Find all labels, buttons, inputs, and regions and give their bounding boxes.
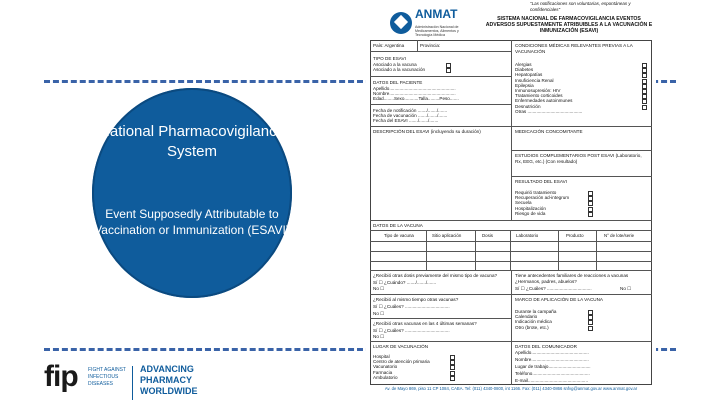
paciente-line[interactable]: Nombre....................................................: [373, 91, 456, 97]
fip-letters: fip: [44, 360, 78, 393]
esavi-form: [366, 0, 656, 405]
condicion-item: Insuficiencia Renal: [515, 78, 649, 83]
marco-item: Otro (brote, etc.): [515, 325, 595, 330]
fip-slogan-line1: ADVANCING: [140, 364, 194, 374]
form-top-note: "Las notificaciones son voluntarias, espontáneas y confidenciales": [530, 1, 631, 12]
lugar-title: LUGAR DE VACUNACIÓN: [373, 344, 429, 349]
fip-slogan-line2: PHARMACY: [140, 375, 193, 385]
datos-paciente-title: DATOS DEL PACIENTE: [373, 80, 423, 85]
comunicador-line[interactable]: Apellido.............................................: [515, 350, 589, 355]
q3-label: ¿Recibió al mismo tiempo otras vacunas?: [373, 297, 459, 302]
vacuna-header-cell: N° de lote/serie: [604, 233, 635, 238]
fecha-line[interactable]: Fecha de vacunación ......./......./.......: [373, 113, 448, 119]
q4-no[interactable]: No ☐: [373, 334, 385, 339]
marco-list: [515, 309, 595, 330]
paciente-lines: [373, 86, 459, 102]
tipo-title: TIPO DE ESAVI: [373, 56, 406, 61]
pais-row-line: [370, 51, 511, 52]
condicion-item: Otras ...........................................: [515, 108, 583, 114]
vacuna-header-cell: Laboratorio: [516, 233, 539, 238]
estudios-title: ESTUDIOS COMPLEMENTARIOS POST ESAVI (Laboratorio, Rx, EEG, etc.) (Con resultado): [515, 153, 642, 164]
vacuna-bottom-line: [370, 270, 652, 271]
q3-row-line: [370, 318, 511, 319]
form-center-divider-bottom: [511, 270, 512, 385]
anmat-logo-subtitle: Administración Nacional de Medicamentos, Alimentos y Tecnología Médica: [415, 25, 459, 37]
q3-si[interactable]: Sí ☐ ¿Cuáles? ...................................: [373, 304, 450, 309]
resultado-title: RESULTADO DEL ESAVI: [515, 179, 567, 184]
paciente-line[interactable]: Apellido....................................................: [373, 86, 456, 91]
circle-subtitle: Event Supposedly Attributable to Vaccination or Immunization (ESAVI): [94, 207, 290, 237]
marco-title: MARCO DE APLICACIÓN DE LA VACUNA: [515, 297, 603, 302]
lugar-item: Hospital: [373, 354, 457, 359]
condiciones-list: [515, 62, 649, 114]
paciente-row-line: [370, 104, 511, 105]
fip-separator: [132, 366, 133, 400]
form-footer: Av. de Mayo 869, piso 11 CP 1084, CABA. Tel: (011) 4340-0800, int 1166. Fax: (011) 4340-0866 snfvg@anmat.gov.ar www.anmat.gov.ar: [384, 386, 638, 391]
vacuna-header-cell: Tipo de vacuna: [384, 233, 414, 238]
lugar-list: [373, 354, 457, 380]
anmat-logo-name: ANMAT: [415, 7, 458, 21]
medicacion-title: MEDICACIÓN CONCOMITANTE: [515, 129, 583, 134]
lugar-item: Ambulatorio: [373, 375, 457, 380]
q3-no[interactable]: No ☐: [373, 311, 385, 316]
resultado-item: Secuela: [515, 200, 595, 205]
vacuna-header-cell: Producto: [566, 233, 584, 238]
vacuna-header-cell: Dosis: [482, 233, 493, 238]
condicion-item: Hepatopatías: [515, 72, 649, 77]
resultado-item: Hospitalización: [515, 206, 595, 211]
resultado-item: Requirió tratamiento: [515, 190, 595, 195]
descripcion-row-line: [370, 126, 652, 127]
q1-row-line: [370, 294, 652, 295]
condicion-item: Alergias: [515, 62, 649, 67]
condicion-item: Desnutrición: [515, 104, 649, 109]
fechas-list: [373, 108, 447, 124]
q4-row-line: [370, 341, 652, 342]
fip-slogan-line3: WORLDWIDE: [140, 386, 198, 396]
vacuna-top-line: [370, 220, 652, 221]
resultado-item: Riesgo de vida: [515, 211, 595, 216]
condiciones-title: CONDICIONES MÉDICAS RELEVANTES PREVIAS A LA VACUNACIÓN: [515, 43, 633, 54]
condicion-item: Inmunosupresión: HIV: [515, 88, 649, 93]
fip-slogan: [140, 364, 198, 397]
estudios-row-line: [511, 176, 652, 177]
resultado-item: Recuperación ad-integrum: [515, 195, 595, 200]
lugar-item: Vacunatorio: [373, 364, 457, 369]
q4-si[interactable]: Sí ☐ ¿Cuáles? ...................................: [373, 328, 450, 333]
comunicador-line[interactable]: Lugar de trabajo.................................: [515, 364, 591, 369]
tipo-item: Asociado a la vacunación: [373, 67, 453, 72]
marco-item: Durante la campaña: [515, 309, 595, 314]
comunicador-line[interactable]: Teléfono.............................................: [515, 371, 590, 376]
provincia-label: Provincia:: [420, 43, 441, 48]
pais-divider: [417, 40, 418, 51]
condicion-item: Enfermedades autoinmunes: [515, 98, 649, 103]
fip-logo: [44, 360, 214, 404]
q1-label: ¿Recibió otras dosis previamente del mismo tipo de vacuna?: [373, 273, 498, 278]
condicion-item: Epilepsia: [515, 83, 649, 88]
tipo-list: [373, 62, 453, 72]
fecha-line[interactable]: Fecha del ESAVI ......./......./.......: [373, 118, 439, 124]
anmat-logo-icon: [390, 12, 412, 34]
vacuna-header-cell: Sitio aplicación: [432, 233, 462, 238]
info-circle: [92, 88, 292, 298]
lugar-item: Centro de atención primaria: [373, 359, 457, 364]
form-title: SISTEMA NACIONAL DE FARMACOVIGILANCIA EVENTOS ADVERSOS SUPUESTAMENTE ATRIBUIBLES A LA VACUNACIÓN E INMUNIZACIÓN (ESAVI): [485, 16, 653, 34]
comunicador-title: DATOS DEL COMUNICADOR: [515, 344, 577, 349]
lugar-item: Farmacia: [373, 370, 457, 375]
tipo-item: Asociado a la vacuna: [373, 62, 453, 67]
q4-label: ¿Recibió otras vacunas en las 4 últimas semanas?: [373, 321, 477, 326]
q2-label: Tiene antecedentes familiares de reacciones a vacunas ¿Hermanos, padres, abuelos?: [515, 273, 629, 284]
paciente-line[interactable]: Edad........Sexo...........Talla.........Peso.......: [373, 96, 459, 102]
vacuna-table: [370, 230, 652, 270]
marco-item: Calendario: [515, 314, 595, 319]
descripcion-title: DESCRIPCIÓN DEL ESAVI (incluyendo su duración): [373, 129, 481, 134]
comunicador-line[interactable]: E-mail...............................................: [515, 378, 589, 383]
condicion-item: Tratamiento corticoides: [515, 93, 649, 98]
form-center-divider-top: [511, 40, 512, 220]
checkbox[interactable]: [588, 326, 593, 331]
checkbox[interactable]: [588, 212, 593, 217]
fip-small-text: FIGHT AGAINST INFECTIOUS DISEASES: [88, 367, 126, 387]
q1-si[interactable]: Sí ☐ ¿Cuándo? ......./......./.......: [373, 280, 437, 285]
q2-si[interactable]: Sí ☐ ¿Cuáles? ...................................: [515, 286, 592, 291]
resultado-list: [515, 190, 595, 216]
anmat-logo: [390, 7, 466, 40]
condicion-item: Diabetes: [515, 67, 649, 72]
checkbox[interactable]: [446, 68, 451, 73]
checkbox[interactable]: [450, 376, 455, 381]
q1-no[interactable]: No ☐: [373, 286, 385, 291]
circle-title: National Pharmacovigilance System: [99, 123, 285, 160]
q2-no[interactable]: No ☐: [620, 286, 632, 291]
datos-vacuna-title: DATOS DE LA VACUNA: [373, 223, 423, 228]
fecha-line[interactable]: Fecha de notificación ......./......./.......: [373, 108, 448, 113]
medicacion-row-line: [511, 150, 652, 151]
pais-label: País: Argentina: [373, 43, 405, 48]
comunicador-line[interactable]: Nombre.............................................: [515, 357, 589, 362]
marco-item: Indicación médica: [515, 319, 595, 324]
comunicador-lines: [515, 350, 591, 385]
tipo-row-line: [370, 76, 511, 77]
